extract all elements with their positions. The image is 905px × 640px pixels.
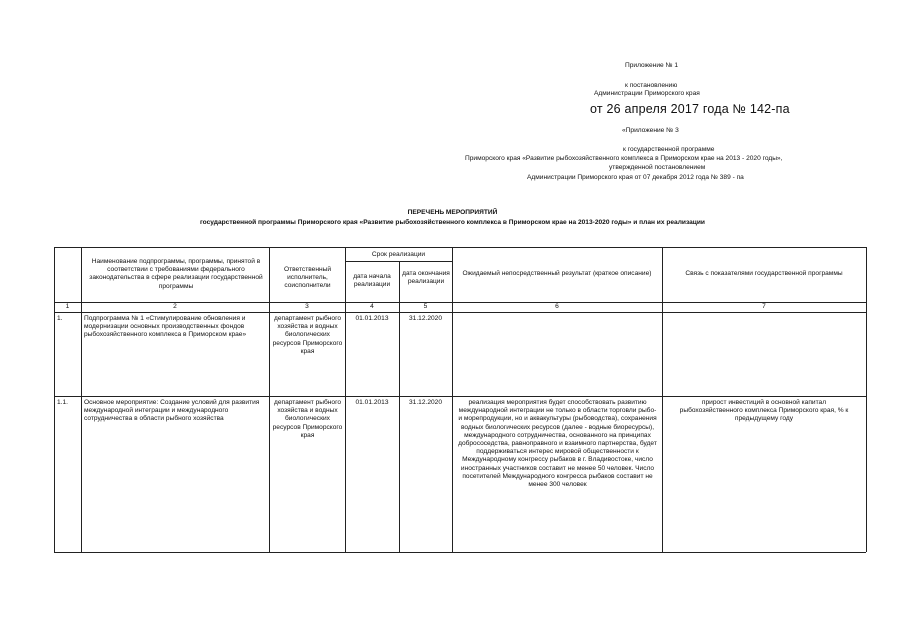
column-number: 6 <box>555 303 559 310</box>
annex-title: Приложение № 1 <box>625 62 679 69</box>
row-number: 1.1. <box>57 399 68 406</box>
row-result: реализация мероприятия будет способствовать развитию международной интеграции не только в области торговли рыбо- и морепродукции, но и аквакультуры (рыбоводства), сохранения водных биологических ресурсов (далее - водные биоресурсы), международного сотрудничества, основанного на принципах добрососедства, равноправного и взаимного партнерства, будет поддерживаться интерес мировой общественности к Международному конгрессу рыбаков в г. Владивостоке, число иностранных участников составит не менее 50 человек. Число посетителей Международного конгресса рыбаков составит не менее 300 человек <box>458 399 657 489</box>
header-start-date: дата начала реализации <box>353 273 391 289</box>
header-result: Ожидаемый непосредственный результат (краткое описание) <box>462 270 652 277</box>
document-title: ПЕРЕЧЕНЬ МЕРОПРИЯТИЙ <box>407 209 498 216</box>
annex3-line2: Приморского края «Развитие рыбохозяйственного комплекса в Приморском крае на 2013 - 2020 годы», <box>465 155 783 162</box>
document-subtitle: государственной программы Приморского края «Развитие рыбохозяйственного комплекса в Приморском крае на 2013-2020 годы» и план их реализации <box>200 219 705 226</box>
column-number: 2 <box>173 303 177 310</box>
header-link: Связь с показателями государственной программы <box>685 270 843 277</box>
row-start-date: 01.01.2013 <box>355 315 389 322</box>
row-executor: департамент рыбного хозяйства и водных биологических ресурсов Приморского края <box>272 315 343 355</box>
column-number: 3 <box>305 303 309 310</box>
column-number: 4 <box>370 303 374 310</box>
header-executor: Ответственный исполнитель, соисполнители <box>283 266 332 290</box>
annex-date-number: от 26 апреля 2017 года № 142-па <box>590 102 790 116</box>
row-executor: департамент рыбного хозяйства и водных биологических ресурсов Приморского края <box>272 399 343 439</box>
row-end-date: 31.12.2020 <box>408 315 442 322</box>
header-term: Срок реализации <box>371 251 426 258</box>
annex3-title: «Приложение № 3 <box>622 127 679 134</box>
column-number: 7 <box>762 303 766 310</box>
annex3-line4: Администрации Приморского края от 07 декабря 2012 года № 389 - па <box>527 174 744 181</box>
header-end-date: дата окончания реализации <box>402 270 450 286</box>
row-link: прирост инвестиций в основной капитал рыбохозяйственного комплекса Приморского края, % к предыдущему году <box>679 399 849 423</box>
annex3-line1: к государственной программе <box>623 146 715 153</box>
row-end-date: 31.12.2020 <box>408 399 442 406</box>
row-start-date: 01.01.2013 <box>355 399 389 406</box>
row-name: Основное мероприятие: Создание условий для развития международной интеграции и международного сотрудничества в области рыбного хозяйства <box>84 399 260 423</box>
annex-to-resolution: к постановлению <box>625 82 678 89</box>
annex3-line3: утвержденной постановлением <box>609 164 706 171</box>
row-name: Подпрограмма № 1 «Стимулирование обновления и модернизации основных производственных фондов рыбохозяйственного комплекса в Приморском крае» <box>84 315 247 339</box>
header-name: Наименование подпрограммы, программы, принятой в соответствии с требованиями федерального законодательства в сфере реализации государственной программы <box>89 258 263 290</box>
annex-administration: Администрации Приморского края <box>594 90 700 97</box>
column-number: 1 <box>65 303 70 310</box>
row-number: 1. <box>57 315 63 322</box>
column-number: 5 <box>423 303 428 310</box>
